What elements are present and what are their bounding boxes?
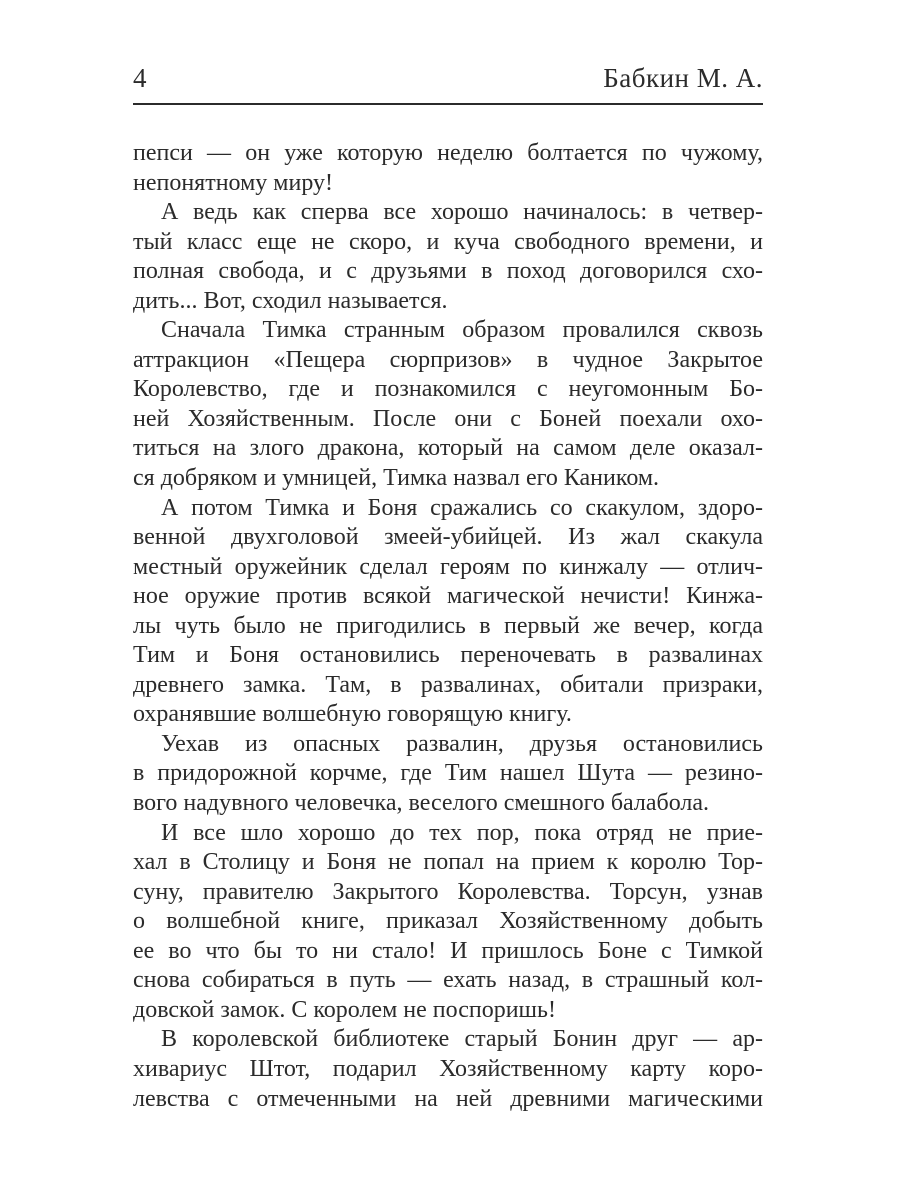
text-line: ее во что бы то ни стало! И пришлось Боне с Тимкой xyxy=(133,937,763,964)
text-line: местный оружейник сделал героям по кинжалу — отлич- xyxy=(133,553,763,580)
text-line: Сначала Тимка странным образом провалился сквозь xyxy=(161,317,763,344)
text-line: хал в Столицу и Боня не попал на прием к королю Тор- xyxy=(133,849,763,876)
text-line: хивариус Штот, подарил Хозяйственному карту коро- xyxy=(133,1055,763,1082)
page-body xyxy=(133,139,763,1114)
text-line: ное оружие против всякой магической нечисти! Кинжа- xyxy=(133,583,763,610)
text-line: тый класс еще не скоро, и куча свободного времени, и xyxy=(133,228,763,255)
page-header xyxy=(133,62,763,94)
text-line: снова собираться в путь — ехать назад, в страшный кол- xyxy=(133,967,763,994)
text-line: аттракцион «Пещера сюрпризов» в чудное Закрытое xyxy=(133,346,763,373)
text-line: Тим и Боня остановились переночевать в развалинах xyxy=(133,642,763,669)
text-line: о волшебной книге, приказал Хозяйственному добыть xyxy=(133,908,763,935)
text-line: древнего замка. Там, в развалинах, обитали призраки, xyxy=(133,671,763,698)
text-line: В королевской библиотеке старый Бонин друг — ар- xyxy=(161,1026,763,1053)
text-line: в придорожной корчме, где Тим нашел Шута — резино- xyxy=(133,760,763,787)
text-line: А потом Тимка и Боня сражались со скакулом, здоро- xyxy=(161,494,763,521)
page-number: 4 xyxy=(133,63,147,93)
text-line: левства с отмеченными на ней древними магическими xyxy=(133,1085,763,1112)
text-line: вого надувного человечка, веселого смешного балабола. xyxy=(133,790,710,817)
text-line: полная свобода, и с друзьями в поход договорился схо- xyxy=(133,258,763,285)
running-head-author: Бабкин М. А. xyxy=(603,63,763,93)
text-line: титься на злого дракона, который на самом деле оказал- xyxy=(133,435,763,462)
text-line: пепси — он уже которую неделю болтается по чужому, xyxy=(133,140,763,166)
text-line: Королевство, где и познакомился с неугомонным Бо- xyxy=(133,376,763,403)
text-line: лы чуть было не пригодились в первый же вечер, когда xyxy=(133,612,763,639)
text-line: Уехав из опасных развалин, друзья остановились xyxy=(161,730,763,757)
text-line: ней Хозяйственным. После они с Боней поехали охо- xyxy=(133,405,763,432)
text-line: дить... Вот, сходил называется. xyxy=(133,287,448,314)
text-line: охранявшие волшебную говорящую книгу. xyxy=(133,701,572,728)
text-line: непонятному миру! xyxy=(133,169,333,196)
header-rule xyxy=(133,103,763,105)
text-line: А ведь как сперва все хорошо начиналось: в четвер- xyxy=(161,199,763,226)
text-line: суну, правителю Закрытого Королевства. Торсун, узнав xyxy=(133,878,763,905)
text-line: ся добряком и умницей, Тимка назвал его Каником. xyxy=(133,465,660,492)
text-line: венной двухголовой змеей-убийцей. Из жал скакула xyxy=(133,524,763,551)
text-line: довской замок. С королем не поспоришь! xyxy=(133,996,556,1023)
text-line: И все шло хорошо до тех пор, пока отряд не прие- xyxy=(161,819,763,846)
